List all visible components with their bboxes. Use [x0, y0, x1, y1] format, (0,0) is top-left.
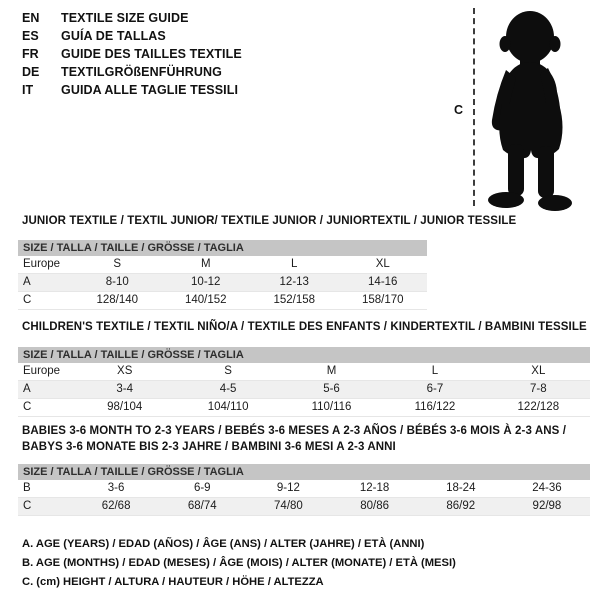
size-cell: XS: [117, 365, 133, 377]
language-row-fr: [22, 45, 242, 63]
table-row: [18, 381, 590, 399]
table-row: [18, 274, 427, 292]
junior-table-title: JUNIOR TEXTILE / TEXTIL JUNIOR/ TEXTILE JUNIOR / JUNIORTEXTIL / JUNIOR TESSILE: [22, 215, 517, 227]
table-row: [18, 363, 590, 381]
size-cell: S: [224, 365, 232, 377]
guide-title-fr: GUIDE DES TAILLES TEXTILE: [61, 47, 242, 61]
height-cell: 98/104: [107, 401, 143, 413]
size-header-bar: SIZE / TALLA / TAILLE / GRÖSSE / TAGLIA: [18, 464, 590, 480]
row-label: A: [23, 383, 31, 395]
height-cell: 104/110: [207, 401, 249, 413]
language-code: ES: [22, 29, 39, 43]
row-label: Europe: [23, 365, 61, 377]
babies-table-title-line2: BABYS 3-6 MONATE BIS 2-3 JAHRE / BAMBINI 3-6 MESI A 2-3 ANNI: [22, 441, 396, 453]
baby-silhouette-icon: [478, 4, 590, 214]
language-row-en: [22, 9, 242, 27]
height-cell: 68/74: [187, 500, 217, 512]
guide-title-de: TEXTILGRÖßENFÜHRUNG: [61, 65, 222, 79]
row-label: C: [23, 500, 32, 512]
size-header-bar: SIZE / TALLA / TAILLE / GRÖSSE / TAGLIA: [18, 240, 427, 256]
guide-title-it: GUIDA ALLE TAGLIE TESSILI: [61, 83, 239, 97]
age-cell: 24-36: [532, 482, 562, 494]
age-cell: 3-4: [116, 383, 134, 395]
language-title-block: [22, 9, 242, 99]
height-cell: 158/170: [361, 294, 404, 306]
junior-size-table: [18, 240, 427, 310]
row-label: Europe: [23, 258, 61, 270]
age-cell: 14-16: [368, 276, 398, 288]
height-cell: 116/122: [414, 401, 456, 413]
size-cell: L: [431, 365, 439, 377]
table-row: [18, 480, 590, 498]
height-cell: 152/158: [273, 294, 316, 306]
language-row-de: [22, 63, 242, 81]
guide-title-en: TEXTILE SIZE GUIDE: [61, 11, 189, 25]
age-cell: 12-13: [279, 276, 309, 288]
language-code: IT: [22, 83, 34, 97]
age-cell: 9-12: [276, 482, 300, 494]
size-cell: S: [113, 258, 122, 270]
size-cell: L: [291, 258, 298, 270]
language-row-es: [22, 27, 242, 45]
size-cell: M: [200, 258, 211, 270]
height-cell: 128/140: [96, 294, 139, 306]
height-cell: 86/92: [446, 500, 476, 512]
height-cell: 92/98: [532, 500, 562, 512]
footnote-b: B. AGE (MONTHS) / EDAD (MESES) / ÂGE (MOIS) / ALTER (MONATE) / ETÀ (MESI): [22, 557, 456, 569]
age-cell: 6-7: [426, 383, 444, 395]
guide-title-es: GUÍA DE TALLAS: [61, 29, 166, 43]
age-cell: 4-5: [219, 383, 237, 395]
footnote-a: A. AGE (YEARS) / EDAD (AÑOS) / ÂGE (ANS) / ALTER (JAHRE) / ETÀ (ANNI): [22, 538, 425, 550]
age-cell: 7-8: [530, 383, 547, 395]
height-measure-label: C: [454, 103, 464, 117]
language-code: EN: [22, 11, 40, 25]
footnote-c: C. (cm) HEIGHT / ALTURA / HAUTEUR / HÖHE / ALTEZZA: [22, 576, 324, 588]
size-header-bar: SIZE / TALLA / TAILLE / GRÖSSE / TAGLIA: [18, 347, 590, 363]
height-cell: 62/68: [101, 500, 131, 512]
language-code: DE: [22, 65, 40, 79]
children-table-title: CHILDREN'S TEXTILE / TEXTIL NIÑO/A / TEXTILE DES ENFANTS / KINDERTEXTIL / BAMBINI TESSILE: [22, 321, 587, 333]
row-label: A: [23, 276, 31, 288]
age-cell: 18-24: [446, 482, 476, 494]
age-cell: 3-6: [107, 482, 125, 494]
table-row: [18, 399, 590, 417]
row-label: C: [23, 294, 32, 306]
age-cell: 8-10: [105, 276, 129, 288]
table-row: [18, 292, 427, 310]
size-cell: M: [326, 365, 337, 377]
age-cell: 6-9: [193, 482, 211, 494]
height-dashed-line: [473, 8, 475, 206]
language-row-it: [22, 81, 242, 99]
height-cell: 122/128: [517, 401, 560, 413]
row-label: B: [23, 482, 31, 494]
height-cell: 110/116: [311, 401, 352, 413]
babies-size-table: [18, 464, 590, 516]
row-label: C: [23, 401, 32, 413]
height-cell: 74/80: [274, 500, 303, 512]
table-row: [18, 256, 427, 274]
age-cell: 12-18: [359, 482, 390, 494]
language-code: FR: [22, 47, 39, 61]
size-cell: XL: [531, 365, 546, 377]
age-cell: 5-6: [323, 383, 340, 395]
babies-table-title-line1: BABIES 3-6 MONTH TO 2-3 YEARS / BEBÉS 3-6 MESES A 2-3 AÑOS / BÉBÉS 3-6 MOIS À 2-3 ANS /: [22, 425, 566, 437]
children-size-table: [18, 347, 590, 417]
size-cell: XL: [375, 258, 390, 270]
table-row: [18, 498, 590, 516]
height-cell: 80/86: [360, 500, 389, 512]
footnotes-block: [22, 535, 456, 592]
height-cell: 140/152: [184, 294, 227, 306]
age-cell: 10-12: [191, 276, 221, 288]
